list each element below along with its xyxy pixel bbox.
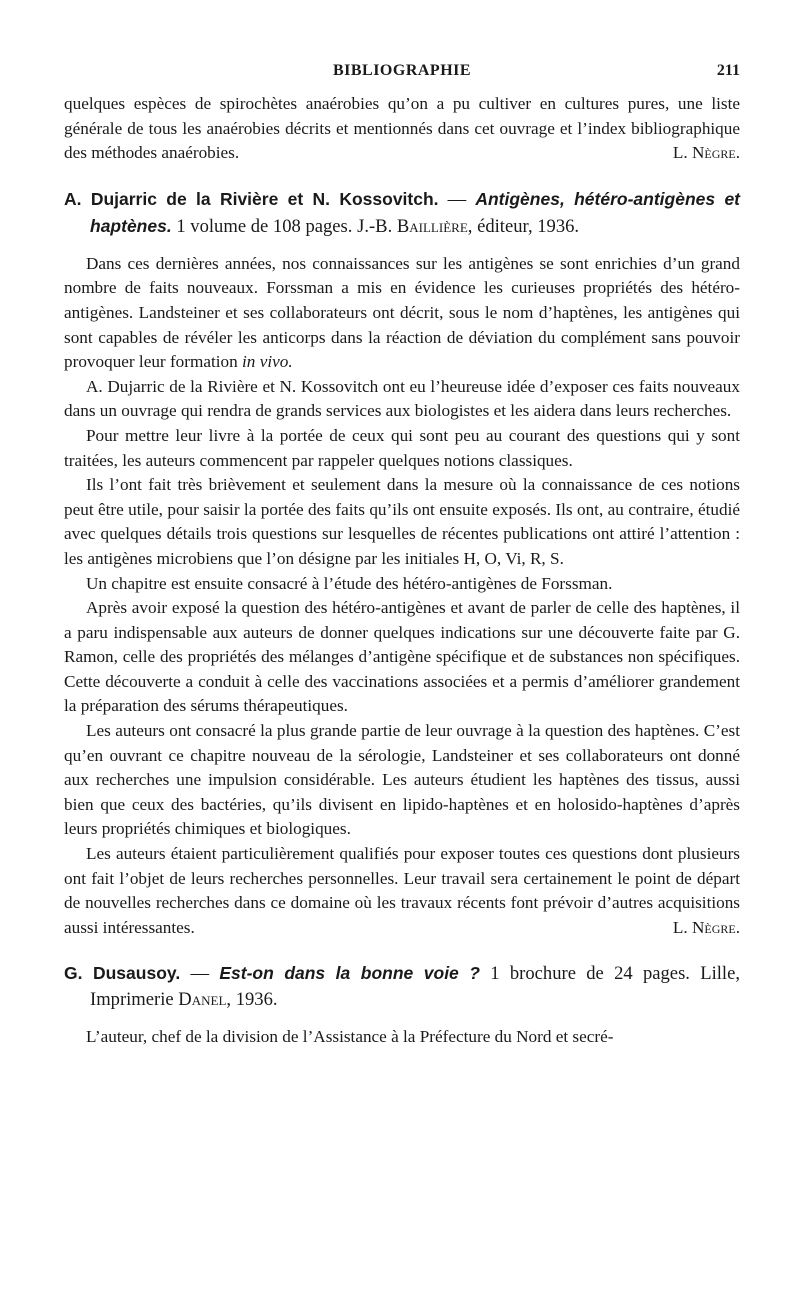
review-2-details-end: , 1936. xyxy=(226,989,278,1011)
review-1-paragraph-8 xyxy=(64,842,740,940)
review-2-publisher: Danel xyxy=(178,989,227,1011)
review-2-details: 1 brochure de 24 pages. Lille, Imprimerie xyxy=(90,963,740,1011)
review-1-publisher: Baillière xyxy=(396,215,468,237)
review-1-paragraph-7: Les auteurs ont consacré la plus grande partie de leur ouvrage à la question des haptènes. C’est qu’en ouvrant ce chapitre nouveau de la sérologie, Landsteiner et ses collaborateurs ont donné aux recherches une impulsion considérable. Les auteurs étudient les haptènes des tissus, aussi bien que ceux des bactéries, qu’ils divisent en lipido-haptènes et en holosido-haptènes d’après leurs propriétés chimiques et biologiques. xyxy=(64,721,740,839)
review-1-paragraph-6: Après avoir exposé la question des hétéro-antigènes et avant de parler de celle des haptènes, il a paru indispensable aux auteurs de donner quelques indications sur une découverte faite par G. Ramon, celle des propriétés des mélanges d’antigène spécifique et de substances non spécifiques. Cette découverte a conduit à celle des vaccinations associées et a permis d’améliorer grandement la préparation des sérums thérapeutiques. xyxy=(64,598,740,716)
previous-review-end xyxy=(64,92,740,166)
previous-review-signature: L. Nègre. xyxy=(672,143,740,163)
page-number: 211 xyxy=(716,62,740,79)
review-1-paragraph-3: Pour mettre leur livre à la portée de ceux qui sont peu au courant des questions qui y sont traitées, les auteurs commencent par rappeler quelques notions classiques. xyxy=(64,425,740,470)
review-2-paragraph-1: L’auteur, chef de la division de l’Assistance à la Préfecture du Nord et secré- xyxy=(86,1027,614,1047)
review-1-authors: A. Dujarric de la Rivière et N. Kossovitch. xyxy=(64,188,439,209)
previous-review-paragraph xyxy=(64,92,740,166)
review-1-heading xyxy=(64,186,740,240)
review-1-paragraph-1 xyxy=(64,252,740,375)
review-1-paragraph-2: A. Dujarric de la Rivière et N. Kossovitch ont eu l’heureuse idée d’exposer ces faits nouveaux dans un ouvrage qui rendra de grands services aux biologistes et les aidera dans leurs recherches. xyxy=(64,376,740,421)
review-2-heading xyxy=(64,960,740,1013)
running-title: BIBLIOGRAPHIE xyxy=(332,62,472,79)
review-1-p8-text: Les auteurs étaient particulièrement qualifiés pour exposer toutes ces questions dont plusieurs ont fait l’objet de leurs recherches personnelles. Leur travail sera certainement le point de départ de nouvelles recherches dans ce domaine où les travaux récents font prévoir d’autres acquisitions aussi intéressantes. xyxy=(64,844,740,937)
review-1-paragraph-4: Ils l’ont fait très brièvement et seulement dans la mesure où la connaissance de ces notions peut être utile, pour saisir la portée des faits qu’ils ont ensuite exposés. Ils ont, au contraire, étudié avec quelques détails trois questions sur lesquelles de récentes publications ont attiré l’attention : les antigènes microbiens que l’on désigne par les initiales H, O, Vi, R, S. xyxy=(64,475,740,568)
review-1-details-end: , éditeur, 1936. xyxy=(467,215,580,237)
review-2-body xyxy=(64,1025,740,1050)
review-2-author: G. Dusausoy. xyxy=(64,963,181,984)
review-1-signature: L. Nègre. xyxy=(672,917,740,937)
review-1-paragraph-5: Un chapitre est ensuite consacré à l’étude des hétéro-antigènes de Forssman. xyxy=(86,573,613,593)
review-1-details: 1 volume de 108 pages. J.-B. xyxy=(171,215,397,237)
review-1-body xyxy=(64,252,740,941)
review-1-p1-italic: in vivo. xyxy=(242,352,293,372)
review-2-dash: — xyxy=(180,963,220,985)
review-1-title: Antigènes, hétéro-antigènes et haptènes. xyxy=(90,188,741,236)
page xyxy=(64,62,740,1050)
previous-review-text: quelques espèces de spirochètes anaérobies qu’on a pu cultiver en cultures pures, une liste générale de tous les anaérobies décrits et mentionnés dans cet ouvrage et l’index bibliographique des méthodes anaérobies. xyxy=(64,94,740,163)
review-1-p1-text: Dans ces dernières années, nos connaissances sur les antigènes se sont enrichies d’un grand nombre de faits nouveaux. Forssman a mis en évidence les curieuses propriétés des hétéro-antigènes. Landsteiner et ses collaborateurs ont décrit, sous le nom d’haptènes, les antigènes qui sont capables de révéler les anticorps dans la réaction de déviation du complément sans pouvoir provoquer leur formation xyxy=(64,253,740,372)
review-2-title: Est-on dans la bonne voie ? xyxy=(219,963,480,984)
running-head xyxy=(64,62,740,92)
review-1-dash: — xyxy=(438,188,476,210)
